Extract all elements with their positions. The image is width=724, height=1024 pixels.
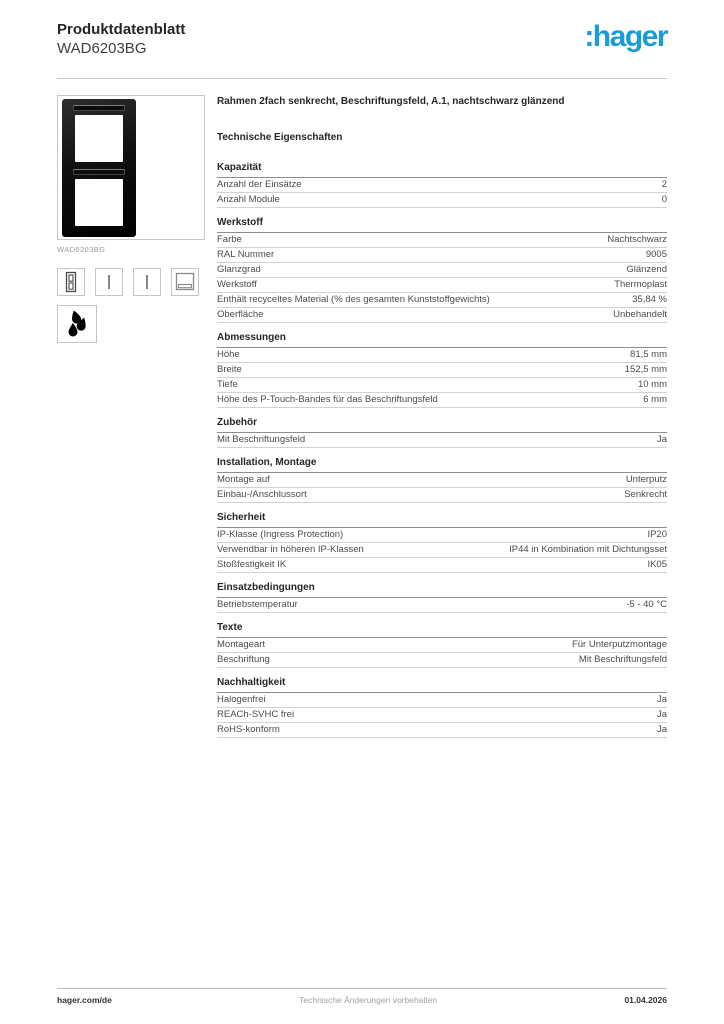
spec-section [217,622,667,668]
spec-row [217,233,667,248]
spec-value: Thermoplast [614,279,667,290]
spec-value: Mit Beschriftungsfeld [578,654,667,665]
section-rows [217,473,667,503]
spec-row [217,723,667,738]
section-rows [217,233,667,323]
section-rows [217,598,667,613]
hager-logo: :hager [584,20,667,53]
spec-row [217,263,667,278]
spec-value: Ja [656,694,667,705]
section-rows [217,528,667,573]
spec-row [217,293,667,308]
spec-label: REACh-SVHC frei [217,709,295,720]
spec-sections [217,162,667,738]
spec-value: IK05 [647,559,667,570]
spec-value: IP44 in Kombination mit Dichtungsset [509,544,667,555]
spec-label: Mit Beschriftungsfeld [217,434,306,445]
spec-section [217,217,667,323]
spec-row [217,278,667,293]
frame-2gang-vertical-icon [57,268,85,296]
section-title: Kapazität [217,162,667,178]
spec-section [217,512,667,573]
spec-label: Beschriftung [217,654,270,665]
section-rows [217,178,667,208]
left-column [57,95,205,343]
spec-label: Oberfläche [217,309,264,320]
section-title: Werkstoff [217,217,667,233]
spec-value: 81,5 mm [630,349,667,360]
header [57,20,667,58]
section-title: Abmessungen [217,332,667,348]
spec-row [217,543,667,558]
spec-label: Verwendbar in höheren IP-Klassen [217,544,364,555]
product-code: WAD6203BG [57,40,147,57]
spec-value: -5 - 40 °C [626,599,667,610]
vertical-line-icon [133,268,161,296]
spec-label: Einbau-/Anschlussort [217,489,307,500]
spec-row [217,433,667,448]
page-title: Produktdatenblatt [57,21,186,38]
section-title: Sicherheit [217,512,667,528]
spec-label: Farbe [217,234,242,245]
spec-label: Stoßfestigkeit IK [217,559,287,570]
section-title: Einsatzbedingungen [217,582,667,598]
section-rows [217,348,667,408]
spec-value: 9005 [645,249,667,260]
spec-label: RAL Nummer [217,249,275,260]
footer-date: 01.04.2026 [624,995,667,1005]
spec-column [217,95,667,747]
spec-value: 0 [661,194,667,205]
spec-row [217,308,667,323]
spec-row [217,473,667,488]
spec-value: Ja [656,434,667,445]
section-rows [217,433,667,448]
vertical-line-icon [95,268,123,296]
spec-value: Ja [656,724,667,735]
footer-divider [57,988,667,989]
tech-properties-title: Technische Eigenschaften [217,132,343,143]
labeling-strip-bottom [73,169,125,175]
spec-row [217,378,667,393]
spec-row [217,558,667,573]
labeling-strip-top [73,105,125,111]
spec-value: 152,5 mm [624,364,667,375]
spec-value: 35,84 % [632,294,667,305]
spec-value: 10 mm [637,379,667,390]
section-rows [217,693,667,738]
section-title: Zubehör [217,417,667,433]
spec-row [217,363,667,378]
spec-label: Halogenfrei [217,694,266,705]
spec-row [217,653,667,668]
spec-section [217,582,667,613]
spec-label: Glanzgrad [217,264,261,275]
header-divider [57,78,667,79]
spec-section [217,417,667,448]
spec-value: Unbehandelt [613,309,667,320]
section-title: Nachhaltigkeit [217,677,667,693]
frame-opening-bottom [75,179,123,226]
image-caption: WAD6203BG [57,245,106,254]
spec-label: IP-Klasse (Ingress Protection) [217,529,344,540]
spec-label: Montageart [217,639,266,650]
spec-value: Für Unterputzmontage [571,639,667,650]
spec-row [217,393,667,408]
spec-label: Enthält recyceltes Material (% des gesamten Kunststoffgewichts) [217,294,490,305]
water-drops-icon [57,305,97,343]
spec-label: Betriebstemperatur [217,599,298,610]
spec-value: 6 mm [643,394,667,405]
spec-row [217,708,667,723]
spec-section [217,677,667,738]
frame-opening-top [75,115,123,162]
footer [57,995,667,1005]
spec-label: Tiefe [217,379,238,390]
spec-label: Breite [217,364,242,375]
spec-label: Werkstoff [217,279,257,290]
footer-note: Technische Änderungen vorbehalten [299,995,438,1005]
spec-row [217,693,667,708]
product-image [57,95,205,240]
spec-row [217,488,667,503]
spec-section [217,162,667,208]
spec-value: Nachtschwarz [607,234,667,245]
spec-row [217,348,667,363]
footer-website: hager.com/de [57,995,112,1005]
spec-value: Glänzend [626,264,667,275]
spec-row [217,598,667,613]
frame-product-graphic [62,99,136,237]
spec-row [217,248,667,263]
spec-row [217,178,667,193]
spec-label: Höhe [217,349,240,360]
spec-value: Unterputz [625,474,667,485]
spec-label: RoHS-konform [217,724,280,735]
spec-row [217,528,667,543]
section-title: Texte [217,622,667,638]
spec-section [217,457,667,503]
section-rows [217,638,667,668]
product-description: Rahmen 2fach senkrecht, Beschriftungsfeld, A.1, nachtschwarz glänzend [217,96,565,107]
spec-value: Ja [656,709,667,720]
spec-value: Senkrecht [624,489,667,500]
spec-section [217,332,667,408]
spec-label: Montage auf [217,474,270,485]
labeling-field-icon [171,268,199,296]
spec-label: Anzahl Module [217,194,280,205]
spec-row [217,193,667,208]
spec-row [217,638,667,653]
pictogram-row [57,268,205,296]
section-title: Installation, Montage [217,457,667,473]
spec-label: Höhe des P-Touch-Bandes für das Beschriftungsfeld [217,394,438,405]
spec-label: Anzahl der Einsätze [217,179,302,190]
spec-value: IP20 [647,529,667,540]
spec-value: 2 [661,179,667,190]
